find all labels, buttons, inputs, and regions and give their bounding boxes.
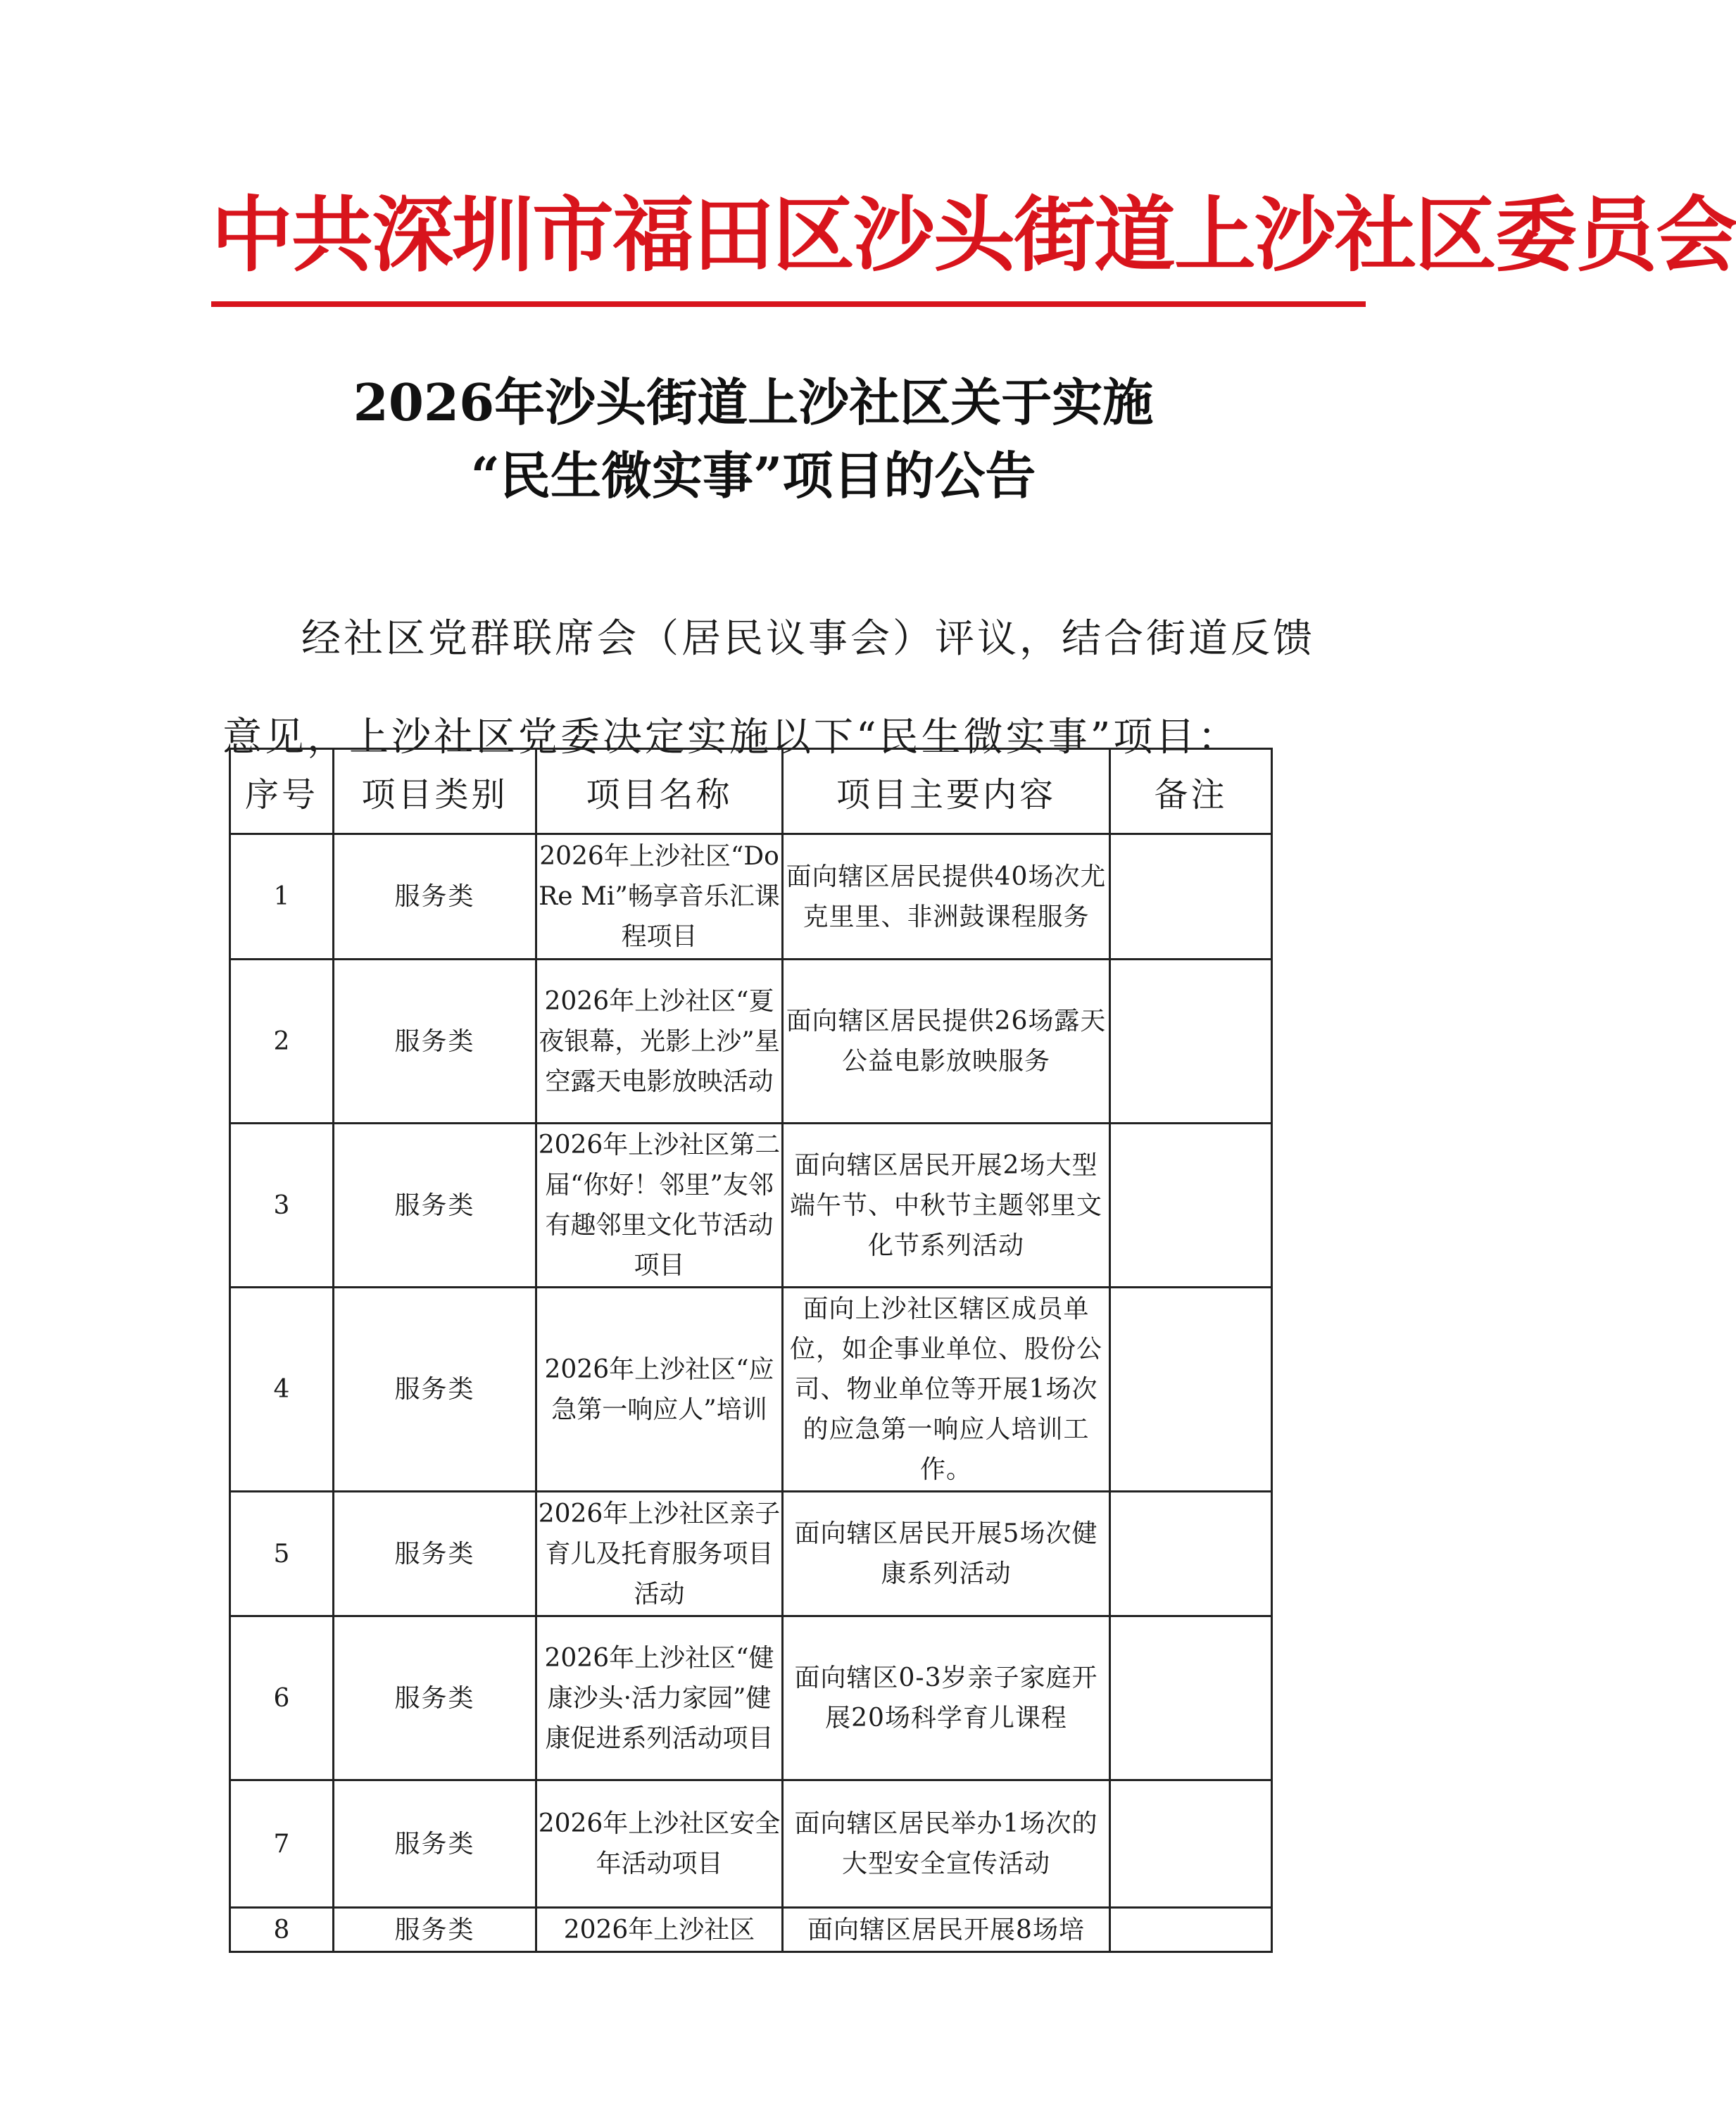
cell-category: 服务类 [334,1124,536,1288]
cell-name: 2026年上沙社区“Do Re Mi”畅享音乐汇课程项目 [536,834,783,960]
header-note: 备注 [1110,749,1272,834]
cell-name: 2026年上沙社区“健康沙头·活力家园”健康促进系列活动项目 [536,1616,783,1780]
cell-seq: 2 [230,960,334,1124]
cell-note [1110,1616,1272,1780]
document-title-line-2: “民生微实事”项目的公告 [470,446,1036,505]
header-name: 项目名称 [536,749,783,834]
cell-note [1110,834,1272,960]
table-row [230,1124,1272,1288]
cell-content: 面向辖区居民开展8场培 [783,1908,1110,1952]
cell-content: 面向上沙社区辖区成员单位，如企事业单位、股份公司、物业单位等开展1场次的应急第一响应人培训工作。 [783,1288,1110,1492]
cell-content: 面向辖区居民提供40场次尤克里里、非洲鼓课程服务 [783,834,1110,960]
cell-name: 2026年上沙社区第二届“你好！邻里”友邻有趣邻里文化节活动项目 [536,1124,783,1288]
cell-seq: 5 [230,1492,334,1616]
header-seq: 序号 [230,749,334,834]
cell-note [1110,1780,1272,1908]
cell-name: 2026年上沙社区亲子育儿及托育服务项目活动 [536,1492,783,1616]
cell-name: 2026年上沙社区“夏夜银幕，光影上沙”星空露天电影放映活动 [536,960,783,1124]
header-category: 项目类别 [334,749,536,834]
cell-content: 面向辖区居民提供26场露天公益电影放映服务 [783,960,1110,1124]
cell-note [1110,1288,1272,1492]
cell-category: 服务类 [334,1492,536,1616]
intro-line-1: 经社区党群联席会（居民议事会）评议，结合街道反馈 [301,616,1315,662]
cell-note [1110,1124,1272,1288]
cell-category: 服务类 [334,1780,536,1908]
cell-note [1110,960,1272,1124]
cell-seq: 4 [230,1288,334,1492]
header-content: 项目主要内容 [783,749,1110,834]
cell-category: 服务类 [334,1616,536,1780]
cell-seq: 3 [230,1124,334,1288]
table-row [230,1616,1272,1780]
cell-content: 面向辖区居民开展5场次健康系列活动 [783,1492,1110,1616]
cell-category: 服务类 [334,1908,536,1952]
table-row [230,1780,1272,1908]
letterhead-title: 中共深圳市福田区沙头街道上沙社区委员会 [211,188,1736,283]
cell-content: 面向辖区居民开展2场大型端午节、中秋节主题邻里文化节系列活动 [783,1124,1110,1288]
cell-seq: 8 [230,1908,334,1952]
cell-seq: 6 [230,1616,334,1780]
table-row [230,960,1272,1124]
projects-table [229,748,1273,1953]
cell-note [1110,1908,1272,1952]
document-title [211,366,1295,513]
cell-name: 2026年上沙社区 [536,1908,783,1952]
cell-seq: 7 [230,1780,334,1908]
table-row [230,1908,1272,1952]
cell-content: 面向辖区居民举办1场次的大型安全宣传活动 [783,1780,1110,1908]
document-title-line-1: 2026年沙头街道上沙社区关于实施 [353,372,1154,432]
cell-seq: 1 [230,834,334,960]
cell-category: 服务类 [334,1288,536,1492]
table-row [230,834,1272,960]
cell-name: 2026年上沙社区安全年活动项目 [536,1780,783,1908]
cell-category: 服务类 [334,960,536,1124]
cell-name: 2026年上沙社区“应急第一响应人”培训 [536,1288,783,1492]
cell-category: 服务类 [334,834,536,960]
table-header-row [230,749,1272,834]
cell-content: 面向辖区0-3岁亲子家庭开展20场科学育儿课程 [783,1616,1110,1780]
table-row [230,1492,1272,1616]
intro-line-2: 意见，上沙社区党委决定实施以下“民生微实事”项目： [222,715,1240,760]
table-row [230,1288,1272,1492]
cell-note [1110,1492,1272,1616]
letterhead-red-rule [211,301,1366,307]
